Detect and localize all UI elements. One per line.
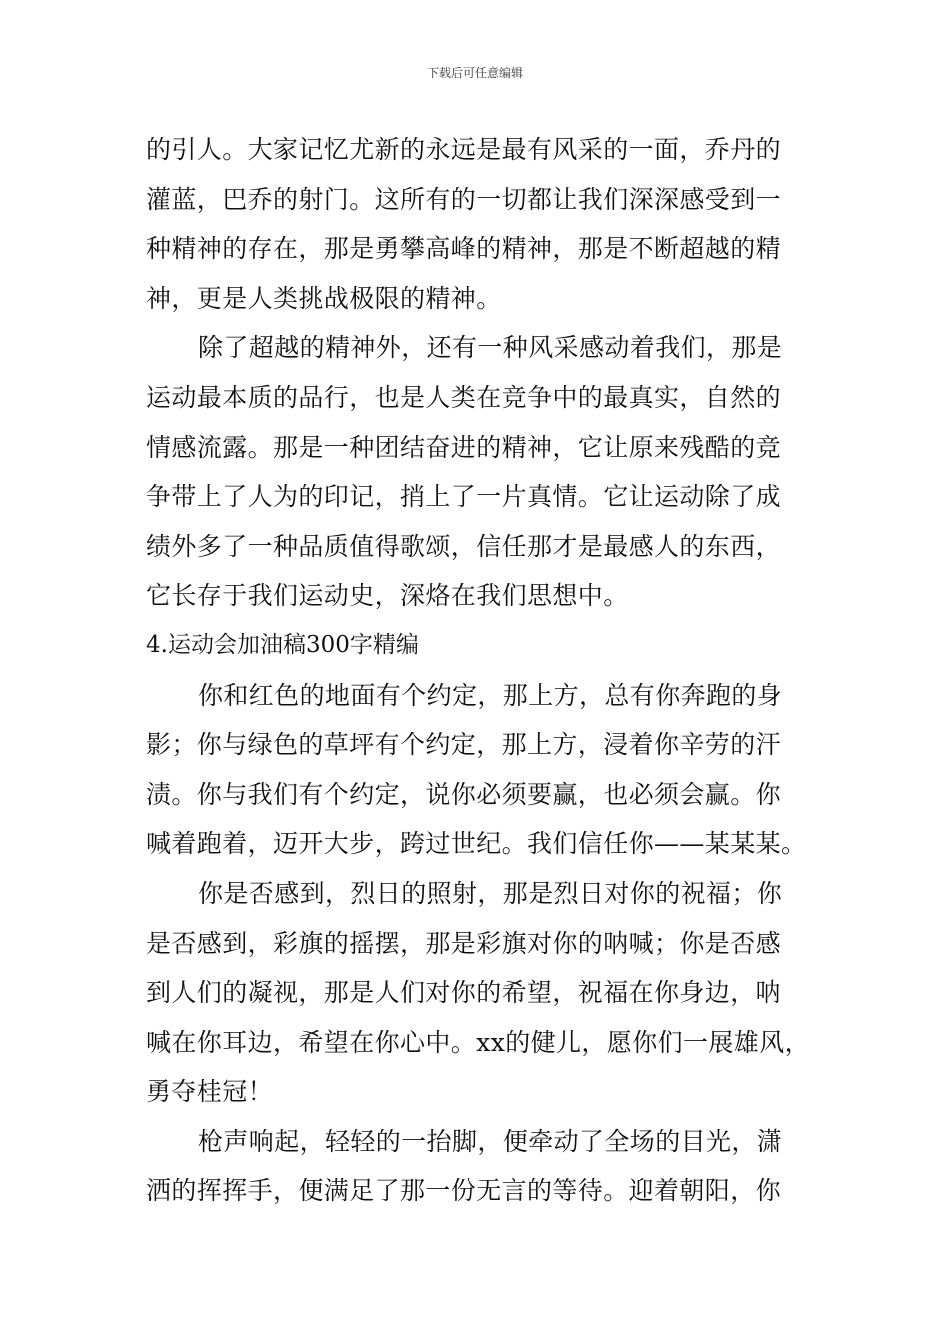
document-body [146,125,816,1216]
text-line: 到人们的凝视，那是人们对你的希望，祝福在你身边，呐 [146,978,782,1008]
text-line: 灌蓝，巴乔的射门。这所有的一切都让我们深深感受到一 [146,184,782,214]
page-header: 下载后可任意编辑 [426,66,523,80]
text-line: 种精神的存在，那是勇攀高峰的精神，那是不断超越的精 [146,234,782,264]
text-line: 枪声响起，轻轻的一抬脚，便牵动了全场的目光，潇 [198,1126,783,1156]
text-line: 洒的挥挥手，便满足了那一份无言的等待。迎着朝阳，你 [146,1176,782,1206]
text-line: 你是否感到，烈日的照射，那是烈日对你的祝福；你 [198,878,783,908]
text-line: 除了超越的精神外，还有一种风采感动着我们，那是 [198,333,783,363]
text-line: 争带上了人为的印记，捎上了一片真情。它让运动除了成 [146,482,782,512]
text-line: 渍。你与我们有个约定，说你必须要赢，也必须会赢。你 [146,779,782,809]
text-line: 绩外多了一种品质值得歌颂，信任那才是最感人的东西， [146,531,782,561]
text-line: 神，更是人类挑战极限的精神。 [146,283,502,313]
text-line: 勇夺桂冠！ [146,1077,274,1107]
text-line: 你和红色的地面有个约定，那上方，总有你奔跑的身 [198,680,783,710]
text-line: 它长存于我们运动史，深烙在我们思想中。 [146,581,629,611]
text-line: 的引人。大家记忆尤新的永远是最有风采的一面，乔丹的 [146,135,782,164]
text-line: 是否感到，彩旗的摇摆，那是彩旗对你的呐喊；你是否感 [146,928,782,958]
text-line: 运动最本质的品行，也是人类在竞争中的最真实，自然的 [146,382,782,412]
text-line: 影；你与绿色的草坪有个约定，那上方，浸着你辛劳的汗 [146,730,782,760]
section-heading: 4.运动会加油稿300字精编 [146,631,419,658]
text-line: 情感流露。那是一种团结奋进的精神，它让原来残酷的竞 [146,432,782,462]
text-line: 喊着跑着，迈开大步，跨过世纪。我们信任你——某某某。 [146,829,807,859]
text-line: 喊在你耳边，希望在你心中。xx的健儿，愿你们一展雄风， [146,1027,811,1057]
